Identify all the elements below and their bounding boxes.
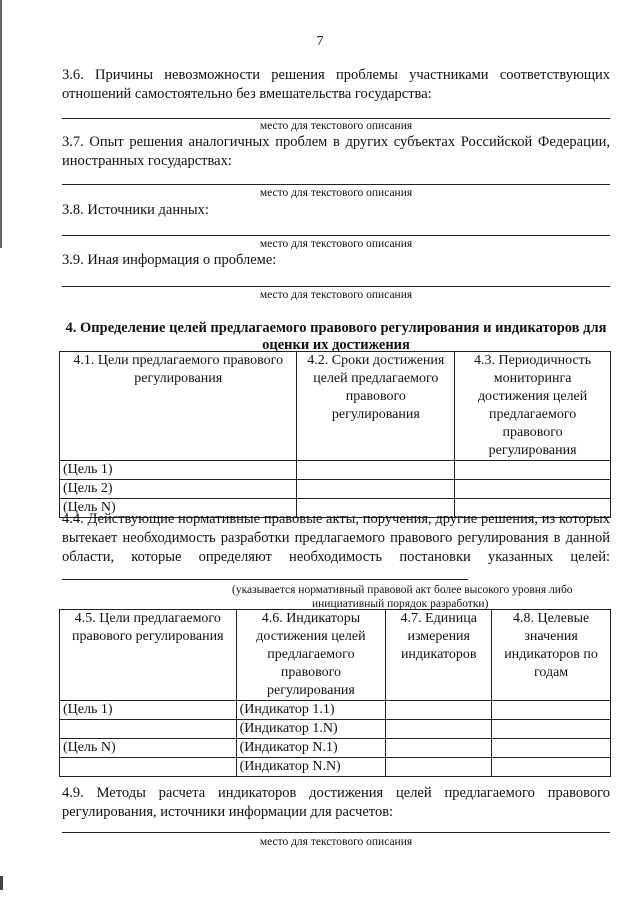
header-target-values: 4.8. Целевые значения индикаторов по годам	[492, 610, 611, 701]
indicator-cell: (Индикатор N.N)	[236, 758, 386, 777]
table-row	[60, 758, 611, 777]
section-3-9-line	[62, 286, 610, 287]
section-3-6-hint: место для текстового описания	[259, 120, 413, 132]
section-3-9-text: 3.9. Иная информация о проблеме:	[62, 252, 277, 268]
header-goals-2: 4.5. Цели предлагаемого правового регулирования	[60, 610, 237, 701]
section-3-8-line	[62, 235, 610, 236]
indicator-cell: (Индикатор 1.N)	[236, 720, 386, 739]
section-3-8-hint: место для текстового описания	[259, 238, 413, 250]
section-3-7-text: 3.7. Опыт решения аналогичных проблем в других субъектах Российской Федерации, иностранных государствах:	[62, 134, 610, 169]
indicators-table	[59, 609, 611, 777]
goals-table-header	[60, 352, 611, 461]
goal-cell: (Цель 1)	[60, 461, 297, 480]
section-4-heading: 4. Определение целей предлагаемого правового регулирования и индикаторов для оценки их достижения	[65, 320, 607, 353]
section-3-8-text: 3.8. Источники данных:	[62, 202, 209, 218]
section-4-9-line	[62, 832, 610, 833]
table-row	[60, 701, 611, 720]
header-indicators: 4.6. Индикаторы достижения целей предлагаемого правового регулирования	[236, 610, 386, 701]
goal-cell	[60, 720, 237, 739]
goal-cell: (Цель N)	[60, 739, 237, 758]
table-row	[60, 720, 611, 739]
goals-table	[59, 351, 611, 518]
section-4-9-text: 4.9. Методы расчета индикаторов достижения целей предлагаемого правового регулирования, источники информации для расчетов:	[62, 785, 610, 820]
section-3-6-line	[62, 118, 610, 119]
section-4-4-hint	[62, 583, 610, 611]
indicator-cell: (Индикатор 1.1)	[236, 701, 386, 720]
header-monitoring: 4.3. Периодичность мониторинга достижения целей предлагаемого правового регулирования	[455, 352, 611, 461]
section-4-4-fill-line	[62, 567, 468, 580]
header-units: 4.7. Единица измерения индикаторов	[386, 610, 492, 701]
goal-cell: (Цель N)	[60, 499, 297, 518]
goal-cell: (Цель 1)	[60, 701, 237, 720]
indicators-table-header	[60, 610, 611, 701]
goal-cell: (Цель 2)	[60, 480, 297, 499]
section-4-4-hint-line-2: инициативный порядок разработки)	[312, 598, 489, 610]
table-row	[60, 461, 611, 480]
page-number: 7	[316, 34, 324, 49]
scan-mark	[0, 876, 3, 890]
section-4-9-hint: место для текстового описания	[259, 836, 413, 848]
section-3-7-line	[62, 184, 610, 185]
table-row	[60, 480, 611, 499]
section-3-7-hint: место для текстового описания	[259, 187, 413, 199]
section-4-4-text	[62, 510, 610, 586]
section-4-4-body: 4.4. Действующие нормативные правовые акты, поручения, другие решения, из которых вытекает необходимость разработки предлагаемого правового регулирования в данной области, которые определяют необходимость постановки указанных целей:	[62, 511, 610, 565]
table-row	[60, 739, 611, 758]
header-deadlines: 4.2. Сроки достижения целей предлагаемого правового регулирования	[297, 352, 455, 461]
section-3-6-text: 3.6. Причины невозможности решения проблемы участниками соответствующих отношений самостоятельно без вмешательства государства:	[62, 67, 610, 102]
indicator-cell: (Индикатор N.1)	[236, 739, 386, 758]
goal-cell	[60, 758, 237, 777]
header-goals: 4.1. Цели предлагаемого правового регулирования	[60, 352, 297, 461]
section-3-9-hint: место для текстового описания	[259, 289, 413, 301]
section-4-4-hint-line-1: (указывается нормативный правовой акт более высокого уровня либо	[232, 584, 573, 596]
